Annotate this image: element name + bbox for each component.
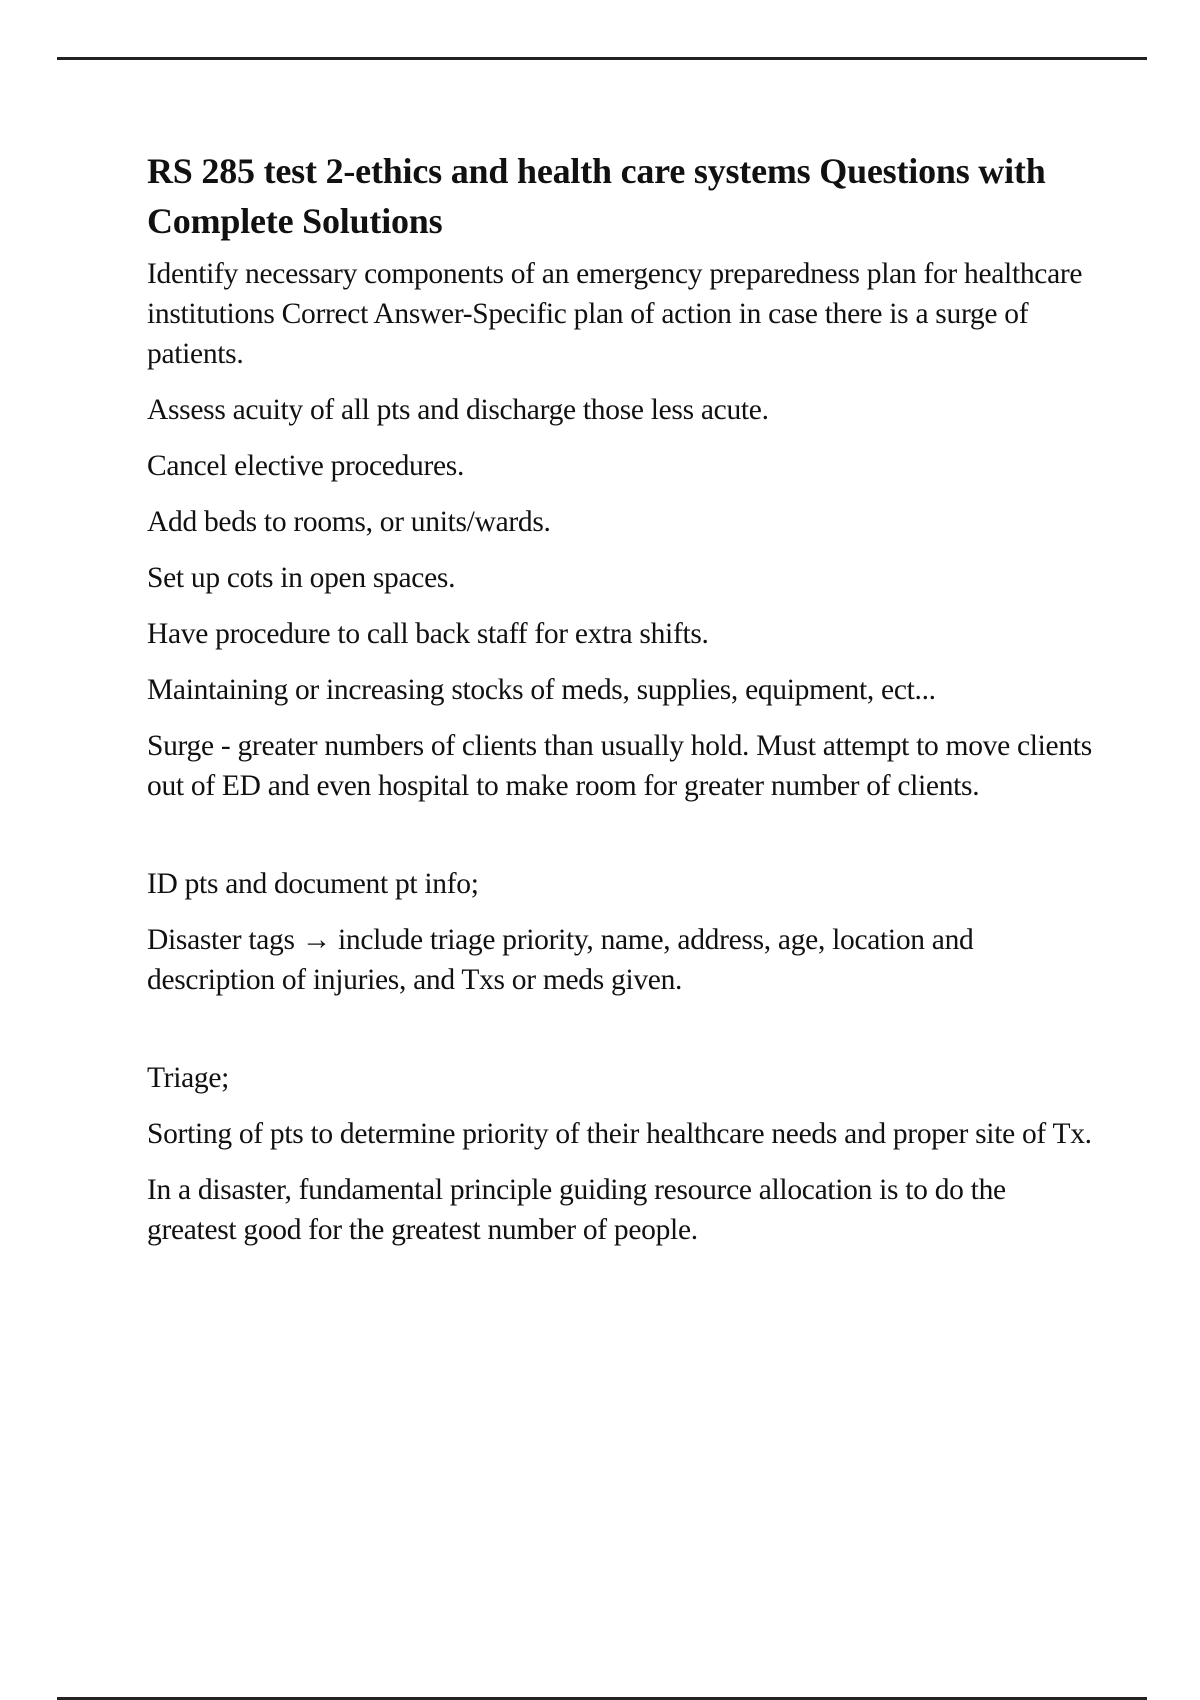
header-rule bbox=[57, 57, 1147, 60]
paragraph: ID pts and document pt info; bbox=[147, 868, 479, 900]
document-body bbox=[147, 146, 1092, 1266]
paragraph: In a disaster, fundamental principle guiding resource allocation is to do the greatest good for the greatest number of people. bbox=[147, 1174, 1006, 1246]
paragraph: Surge - greater numbers of clients than usually hold. Must attempt to move clients out of ED and even hospital to make room for greater number of clients. bbox=[147, 730, 1092, 802]
paragraph: Assess acuity of all pts and discharge those less acute. bbox=[147, 394, 769, 426]
paragraph: Maintaining or increasing stocks of meds, supplies, equipment, ect... bbox=[147, 674, 936, 706]
paragraph: Cancel elective procedures. bbox=[147, 450, 465, 482]
paragraph: Sorting of pts to determine priority of their healthcare needs and proper site of Tx. bbox=[147, 1118, 1092, 1150]
paragraph: Add beds to rooms, or units/wards. bbox=[147, 506, 551, 538]
paragraph: Triage; bbox=[147, 1062, 230, 1094]
document-title: RS 285 test 2-ethics and health care systems Questions with Complete Solutions bbox=[147, 151, 1046, 241]
paragraph: Set up cots in open spaces. bbox=[147, 562, 456, 594]
paragraph: Disaster tags → include triage priority, name, address, age, location and description of injuries, and Txs or meds given. bbox=[147, 924, 974, 996]
paragraph: Have procedure to call back staff for extra shifts. bbox=[147, 618, 709, 650]
paragraph-question: Identify necessary components of an emergency preparedness plan for healthcare institutions Correct Answer-Specific plan of action in case there is a surge of patients. bbox=[147, 258, 1083, 370]
